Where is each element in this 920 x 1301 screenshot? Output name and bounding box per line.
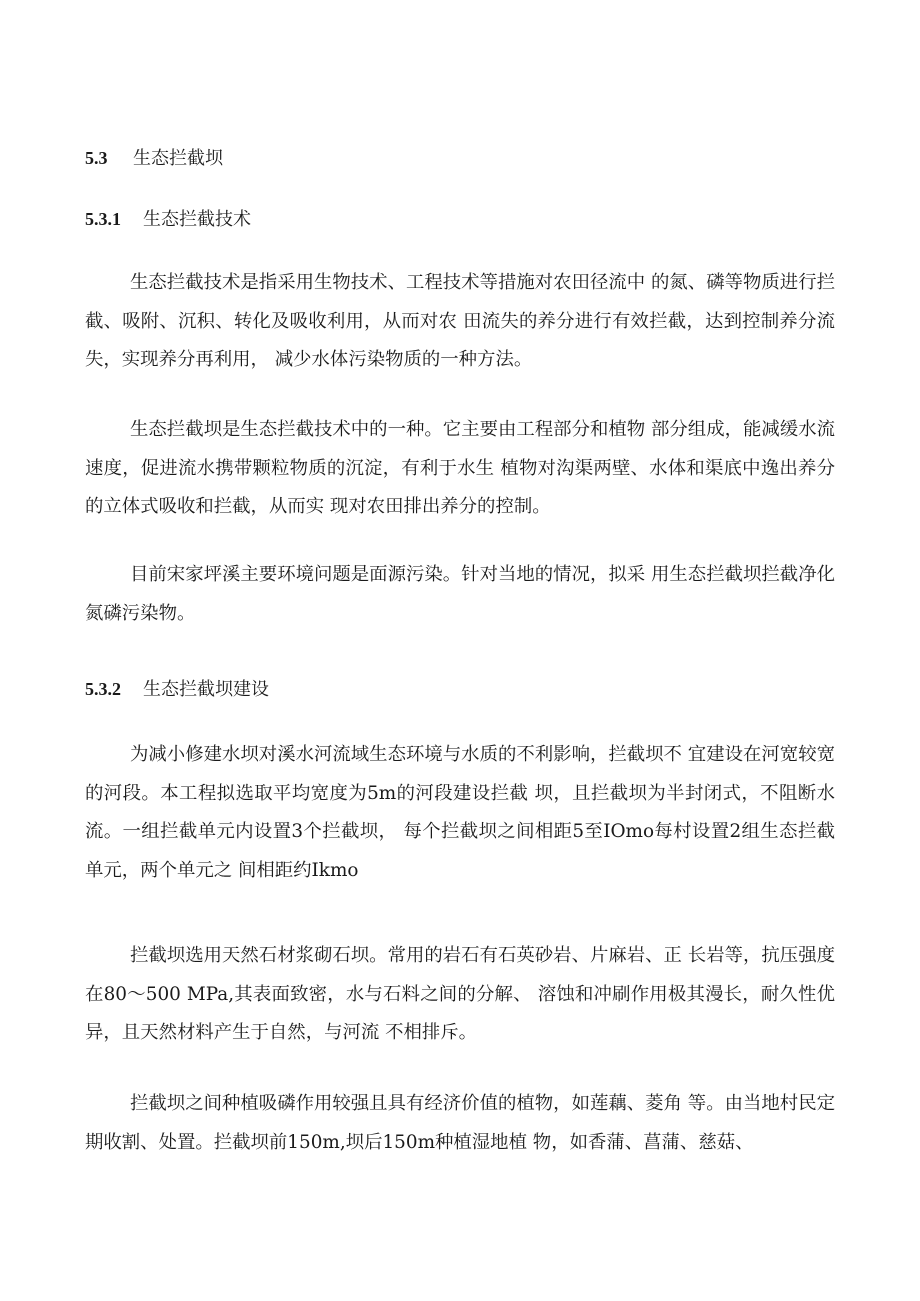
section-title: 生态拦截坝	[133, 148, 223, 169]
paragraph-dam-materials: 拦截坝选用天然石材浆砌石坝。常用的岩石有石英砂岩、片麻岩、正 长岩等，抗压强度在80～500 MPa,其表面致密，水与石料之间的分解、 溶蚀和冲刷作用极其漫长，耐久性优异，且天然材料产生于自然，与河流 不相排斥。	[85, 945, 835, 1043]
paragraph-local-problem: 目前宋家坪溪主要环境问题是面源污染。针对当地的情况，拟采 用生态拦截坝拦截净化氮磷污染物。	[85, 564, 835, 624]
paragraph-ecological-interception-definition: 生态拦截技术是指采用生物技术、工程技术等措施对农田径流中 的氮、磷等物质进行拦截、吸附、沉积、转化及吸收利用，从而对农 田流失的养分进行有效拦截，达到控制养分流失，实现养分再利用， 减少水体污染物质的一种方法。	[85, 272, 835, 370]
section-heading-5-3	[85, 146, 223, 171]
paragraph-interception-dam-description: 生态拦截坝是生态拦截技术中的一种。它主要由工程部分和植物 部分组成，能减缓水流速度，促进流水携带颗粒物质的沉淀，有利于水生 植物对沟渠两壁、水体和渠底中逸出养分的立体式吸收和拦截，从而实 现对农田排出养分的控制。	[85, 419, 835, 517]
section-title: 生态拦截坝建设	[143, 679, 269, 700]
section-number: 5.3	[85, 148, 108, 168]
paragraph-dam-siting: 为减小修建水坝对溪水河流域生态环境与水质的不利影响，拦截坝不 宜建设在河宽较宽的河段。本工程拟选取平均宽度为5m的河段建设拦截 坝，且拦截坝为半封闭式，不阻断水流。一组拦截单元内设置3个拦截坝， 每个拦截坝之间相距5至IOmo每村设置2组生态拦截单元，两个单元之 间相距约Ikmo	[85, 744, 835, 881]
section-number: 5.3.2	[85, 679, 121, 699]
section-heading-5-3-2	[85, 677, 269, 702]
section-title: 生态拦截技术	[143, 209, 251, 230]
section-number: 5.3.1	[85, 209, 121, 229]
section-heading-5-3-1	[85, 207, 251, 232]
paragraph-planting: 拦截坝之间种植吸磷作用较强且具有经济价值的植物，如莲藕、菱角 等。由当地村民定期收割、处置。拦截坝前150m,坝后150m种植湿地植 物，如香蒲、菖蒲、慈菇、	[85, 1093, 835, 1153]
